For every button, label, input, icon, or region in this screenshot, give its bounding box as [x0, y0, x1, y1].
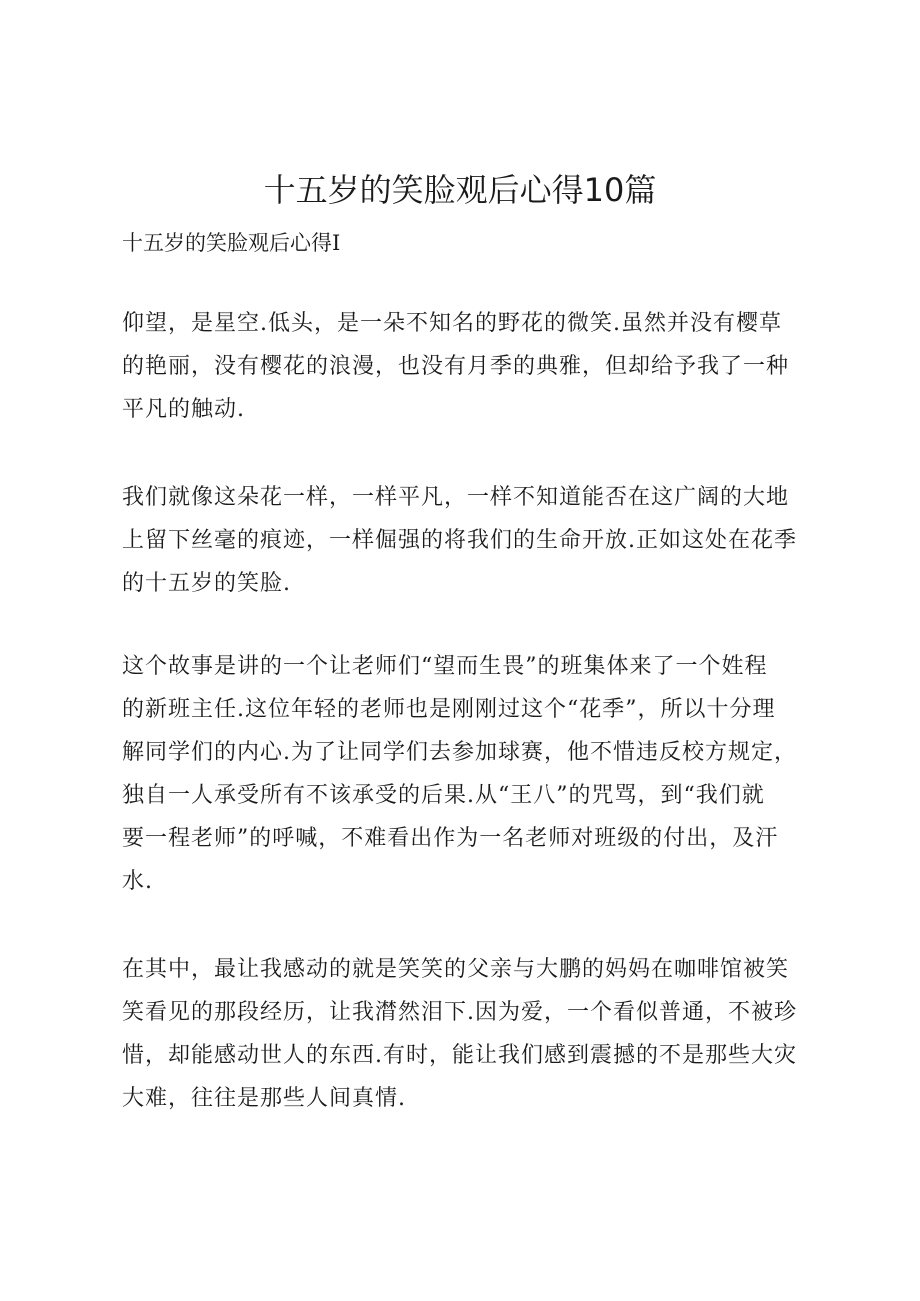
paragraph-line: 的新班主任.这位年轻的老师也是刚刚过这个“花季”，所以十分理	[122, 697, 776, 722]
paragraph-line: 水.	[122, 869, 153, 894]
document-subtitle: 十五岁的笑脸观后心得I	[122, 231, 341, 255]
paragraph-line: 平凡的触动.	[122, 397, 245, 422]
paragraph-1	[122, 302, 822, 431]
paragraph-line: 独自一人承受所有不该承受的后果.从“王八”的咒骂，到“我们就	[122, 783, 765, 808]
document-title: 十五岁的笑脸观后心得10篇	[263, 171, 657, 209]
paragraph-line: 的十五岁的笑脸.	[122, 571, 291, 596]
paragraph-line: 的艳丽，没有樱花的浪漫，也没有月季的典雅，但却给予我了一种	[122, 354, 790, 379]
paragraph-line: 仰望，是星空.低头，是一朵不知名的野花的微笑.虽然并没有樱草	[122, 311, 782, 336]
paragraph-line: 上留下丝毫的痕迹，一样倔强的将我们的生命开放.正如这处在花季	[122, 528, 797, 553]
paragraph-line: 惜，却能感动世人的东西.有时，能让我们感到震撼的不是那些大灾	[122, 1043, 797, 1068]
paragraph-line: 在其中，最让我感动的就是笑笑的父亲与大鹏的妈妈在咖啡馆被笑	[122, 957, 790, 982]
paragraph-line: 我们就像这朵花一样，一样平凡，一样不知道能否在这广阔的大地	[122, 485, 790, 510]
paragraph-line: 解同学们的内心.为了让同学们去参加球赛，他不惜违反校方规定，	[122, 740, 797, 765]
paragraph-line: 大难，往往是那些人间真情.	[122, 1086, 406, 1111]
paragraph-3	[122, 645, 822, 903]
paragraph-line: 笑看见的那段经历，让我潸然泪下.因为爱，一个看似普通，不被珍	[122, 1000, 797, 1025]
paragraph-line: 要一程老师”的呼喊，不难看出作为一名老师对班级的付出，及汗	[122, 826, 779, 851]
paragraph-2	[122, 476, 822, 605]
paragraph-line: 这个故事是讲的一个让老师们“望而生畏”的班集体来了一个姓程	[122, 654, 768, 679]
paragraph-4	[122, 948, 822, 1120]
